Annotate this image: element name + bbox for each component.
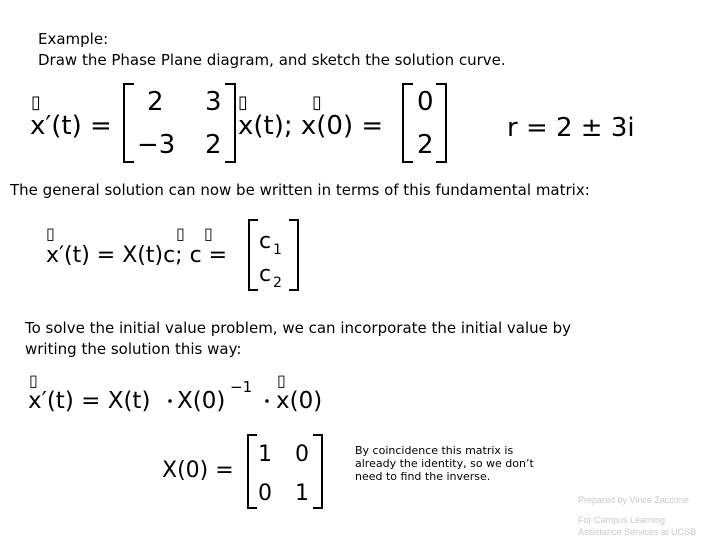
vector-right-bracket xyxy=(436,84,446,162)
credit-line-2: For Campus Learning xyxy=(578,515,666,525)
initial-matrix-equation xyxy=(0,432,340,512)
fundamental-matrix-equation xyxy=(0,215,360,295)
equation-lhs: x′(t) = xyxy=(30,111,112,141)
eigenvalues: r = 2 ± 3i xyxy=(507,113,635,143)
matrix-entry: 2 xyxy=(147,87,164,117)
matrix-entry: 1 xyxy=(295,481,309,506)
equation-middle: x(t); x(0) = xyxy=(238,111,384,141)
dot-operator xyxy=(265,399,269,403)
vector-entry: c xyxy=(259,229,272,254)
matrix-entry: 0 xyxy=(258,481,272,506)
missing-glyph-icon: ▯ xyxy=(46,224,55,243)
missing-glyph-icon: ▯ xyxy=(176,224,185,243)
identity-note: By coincidence this matrix is already the identity, so we don’t need to find the inverse. xyxy=(355,444,534,483)
equation-part: x′(t) = X(t) xyxy=(28,388,151,414)
ivp-text-line-2: writing the solution this way: xyxy=(25,340,242,358)
equation-lhs: x′(t) = X(t)c; c = xyxy=(46,243,228,268)
credit-line-3: Assistance Services at UCSB xyxy=(578,527,697,537)
instruction-text: Draw the Phase Plane diagram, and sketch the solution curve. xyxy=(38,51,506,69)
missing-glyph-icon: ▯ xyxy=(204,224,213,243)
matrix-entry: 2 xyxy=(205,130,222,160)
vector-entry: 0 xyxy=(417,87,434,117)
matrix-right-bracket xyxy=(225,84,235,162)
vector-entry: c xyxy=(259,262,272,287)
equation-lhs: X(0) = xyxy=(162,458,234,483)
vector-right-bracket xyxy=(289,220,298,290)
missing-glyph-icon: ▯ xyxy=(29,371,38,390)
inverse-exponent: −1 xyxy=(230,378,253,396)
missing-glyph-icon: ▯ xyxy=(277,371,286,390)
matrix-entry: 0 xyxy=(295,442,309,467)
matrix-entry: 1 xyxy=(258,442,272,467)
vector-subscript: 2 xyxy=(273,275,282,291)
matrix-left-bracket xyxy=(124,84,134,162)
matrix-right-bracket xyxy=(313,435,322,508)
example-heading: Example: xyxy=(38,30,109,48)
ivp-text-line-1: To solve the initial value problem, we can incorporate the initial value by xyxy=(25,319,572,337)
missing-glyph-icon: ▯ xyxy=(31,92,41,113)
equation-part: X(0) xyxy=(177,388,226,414)
vector-left-bracket xyxy=(403,84,413,162)
credit-author: Prepared by Vince Zaccone xyxy=(578,495,689,505)
dot-operator xyxy=(168,399,172,403)
matrix-left-bracket xyxy=(248,435,257,508)
vector-left-bracket xyxy=(249,220,258,290)
missing-glyph-icon: ▯ xyxy=(238,92,248,113)
matrix-entry: 3 xyxy=(205,87,222,117)
missing-glyph-icon: ▯ xyxy=(312,92,322,113)
matrix-entry: −3 xyxy=(137,130,176,160)
equation-part: x(0) xyxy=(276,388,323,414)
vector-entry: 2 xyxy=(417,130,434,160)
vector-subscript: 1 xyxy=(273,242,282,258)
general-solution-text: The general solution can now be written in terms of this fundamental matrix: xyxy=(10,181,590,199)
equation-system xyxy=(0,78,720,170)
ivp-solution-equation xyxy=(0,365,360,420)
